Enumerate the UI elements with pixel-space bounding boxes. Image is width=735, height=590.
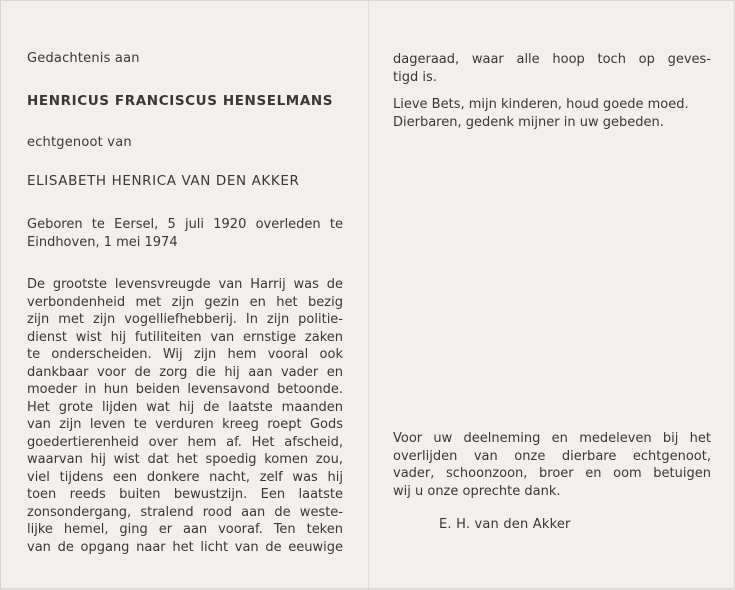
signature: E. H. van den Akker xyxy=(439,517,571,532)
memorial-line: lijke hemel, ging er aan vooraf. Ten teken xyxy=(27,522,343,537)
deceased-name: HENRICUS FRANCISCUS HENSELMANS xyxy=(27,93,334,109)
memorial-line: toen reeds buiten bewustzijn. Een laatste xyxy=(27,487,343,502)
memorial-line: moeder in hun beiden levensavond betoonde. xyxy=(27,382,343,397)
card-fold-line xyxy=(368,1,369,590)
farewell-line: Dierbaren, gedenk mijner in uw gebeden. xyxy=(393,114,664,130)
farewell-paragraph xyxy=(393,96,711,131)
intro-text: Gedachtenis aan xyxy=(27,51,140,66)
memorial-line: verbondenheid met zijn gezin en het bezig xyxy=(27,294,343,310)
birth-line: Eindhoven, 1 mei 1974 xyxy=(27,234,178,250)
memorial-line: zijn met zijn vogelliefhebberij. In zijn politie- xyxy=(27,312,343,327)
birth-line: Geboren te Eersel, 5 juli 1920 overleden te xyxy=(27,217,343,232)
memorial-line: viel tijdens een donkere nacht, zelf was hij xyxy=(27,469,343,485)
birth-death-paragraph xyxy=(27,216,343,251)
thanks-line: Voor uw deelneming en medeleven bij het xyxy=(393,431,711,446)
memorial-line: dienst wist hij futiliteiten van ernstige zaken xyxy=(27,329,343,345)
memorial-line: waarvan hij wist dat het spoedig komen zou, xyxy=(27,452,343,467)
memorial-line: dankbaar voor de zorg die hij aan vader en xyxy=(27,364,343,380)
continuation-paragraph xyxy=(393,51,711,86)
memorial-line: goedertierenheid over hem af. Het afscheid, xyxy=(27,434,343,450)
thanks-line: wij u onze oprechte dank. xyxy=(393,483,561,499)
memorial-line: Het grote lijden wat hij de laatste maanden xyxy=(27,399,343,415)
memorial-line: te onderscheiden. Wij zijn hem vooral ook xyxy=(27,347,343,362)
continuation-line: dageraad, waar alle hoop toch op geves- xyxy=(393,52,711,67)
continuation-line: tigd is. xyxy=(393,69,437,85)
thanks-line: vader, schoonzoon, broer en oom betuigen xyxy=(393,466,711,481)
relation-text: echtgenoot van xyxy=(27,135,132,150)
spouse-name: ELISABETH HENRICA VAN DEN AKKER xyxy=(27,173,300,189)
memorial-paragraph xyxy=(27,276,343,556)
memorial-line: van de opgang naar het licht van de eeuwige xyxy=(27,539,343,555)
thanks-line: overlijden van onze dierbare echtgenoot, xyxy=(393,448,711,464)
thanks-paragraph xyxy=(393,430,711,500)
memorial-line: van zijn leven te verduren kreeg roept Gods xyxy=(27,417,343,432)
memorial-line: zonsondergang, stralend rood aan de weste- xyxy=(27,504,343,520)
memorial-line: De grootste levensvreugde van Harrij was de xyxy=(27,277,343,292)
farewell-line: Lieve Bets, mijn kinderen, houd goede moed. xyxy=(393,97,689,112)
